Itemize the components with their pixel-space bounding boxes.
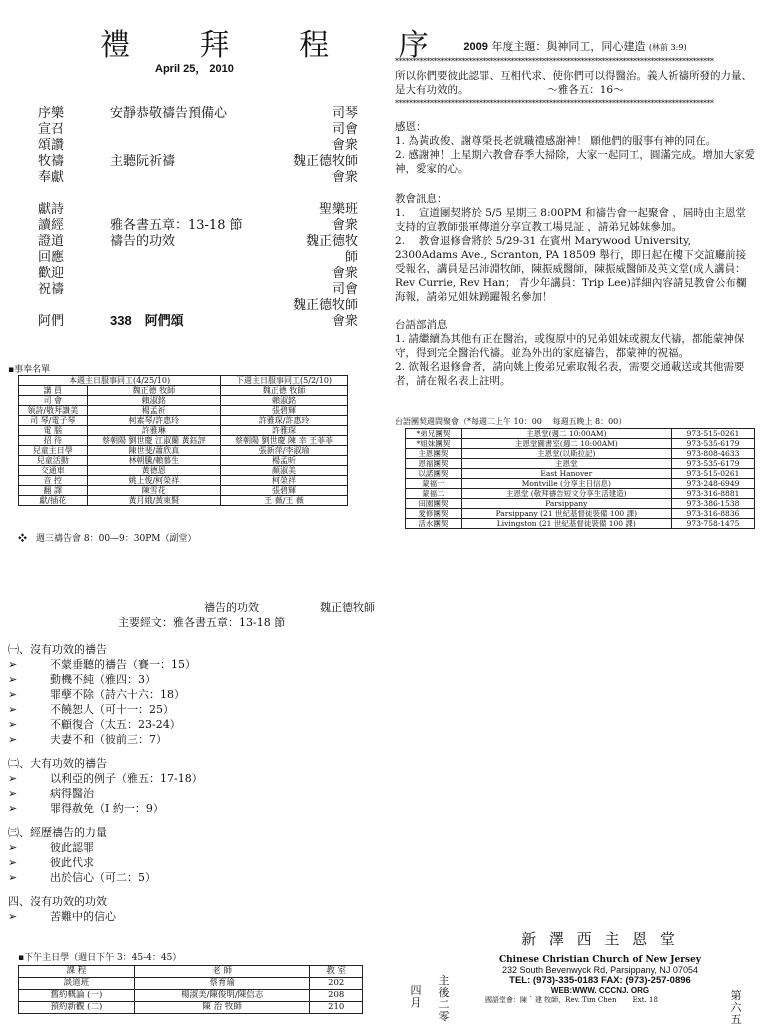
roster-label: ▪事奉名單: [8, 365, 51, 375]
table-cell: *姐妹團契: [406, 439, 462, 449]
sermon-point: ➢ 彼此認罪: [8, 840, 388, 855]
table-cell: 973-248-6949: [671, 479, 754, 489]
table-cell: 黃德恩: [87, 466, 221, 476]
program-row: 證道 禱告的功效 魏正德牧: [38, 234, 358, 249]
church-name: 新 澤 西 主 恩 堂: [521, 930, 679, 948]
sermon-section-heading: ㈡、大有功效的禱告: [8, 757, 107, 770]
table-cell: 談道班: [19, 978, 135, 990]
table-row: [19, 476, 348, 486]
theme-year: 2009: [463, 41, 488, 53]
list-item: 2. 教會退修會將於 5/29-31 在賓州 Marywood University, 2300Adams Ave., Scranton, PA 18509 舉行，即日起在樓下交誼廳前接受報名，講員是呂沛淵牧師，陳振威醫師，陳振威醫師及英文堂(成人講員：Rev Currie, Rev Han； 青少年講員：Trip Lee)詳細內容請見教會公布欄海報，請弟兄姐妹踴躍報名參加！: [395, 235, 747, 303]
sunday-school-label: ▪下午主日學（週日下午 3：45-4：45）: [18, 953, 182, 963]
table-cell: 主恩堂: [461, 459, 671, 469]
sermon-point: ➢ 不蒙垂聽的禱告（賽一：15）: [8, 657, 388, 672]
table-row: [406, 509, 755, 519]
table-cell: Parsippany (21 世紀基督徒裝備 100 課): [461, 509, 671, 519]
sermon-point: ➢ 出於信心（可二：5）: [8, 870, 388, 885]
table-row: [19, 436, 348, 446]
sermon-point: ➢ 罪得赦免（I 約一：9）: [8, 801, 388, 816]
sunday-school-table: [18, 965, 363, 1014]
table-cell: 賴淑銘: [87, 396, 221, 406]
table-cell: 主恩堂 (敬拜禱告短文分享生活建造): [461, 489, 671, 499]
sermon-section-heading: ㈠、沒有功效的禱告: [8, 643, 107, 656]
table-cell: 兒童主日學: [19, 446, 88, 456]
table-cell: 司 琴/電子琴: [19, 416, 88, 426]
table-cell: 姚上俊/柯榮祥: [87, 476, 221, 486]
table-row: [19, 376, 348, 386]
taiwanese-title: 台語部消息: [395, 319, 448, 331]
list-item: 1. 宣道團契將於 5/5 星期三 8:00PM 和禱告會一起聚會 ，屆時由主恩堂支持的宣教師張軍傳道分享宣教工場見証 ，請弟兄姊妹參加。: [395, 207, 746, 233]
table-cell: 魏正德 牧師: [221, 386, 348, 396]
table-cell: 蒙福二: [406, 489, 462, 499]
sermon-point: ➢ 動機不純（雅四：3）: [8, 672, 388, 687]
sermon-point: ➢ 夫妻不和（彼前三：7）: [8, 732, 388, 747]
theme-verse: 所以你們要彼此認罪、互相代求、使你們可以得醫治。義人祈禱所發的力量、是大有功效的。 〜雅各五：16〜: [395, 70, 752, 96]
sermon-outline: [8, 600, 388, 933]
table-cell: 楊孟祈: [87, 406, 221, 416]
table-cell: 獻/插花: [19, 496, 88, 506]
program-row: 獻詩 聖樂班: [38, 202, 358, 217]
divider: *******************************************************************************************: [395, 57, 714, 66]
pastor-contact: 國語堂會：陳 ` 建 牧師，Rev. Tim Chen Ext. 18: [485, 996, 658, 1004]
table-cell: 交通車: [19, 466, 88, 476]
table-cell: 蔡朝陽 劉世慶 江淑蘭 黃鈺評: [87, 436, 221, 446]
table-row: [19, 966, 363, 978]
prayer-meeting-note: ❖ 週三禱告會 8：00—9：30PM（副堂）: [18, 534, 197, 544]
table-cell: 以諾團契: [406, 469, 462, 479]
table-cell: 主恩堂(週二 10:00AM): [461, 429, 671, 439]
table-cell: 活水團契: [406, 519, 462, 529]
vertical-issue: 第 六 五: [730, 989, 742, 1026]
sermon-point: ➢ 不饒恕人（可十一：25）: [8, 702, 388, 717]
table-cell: *弟兄團契: [406, 429, 462, 439]
table-cell: 愛修團契: [406, 509, 462, 519]
table-row: [406, 469, 755, 479]
table-cell: 楊孟昕: [221, 456, 348, 466]
table-cell: 魏正德 牧師: [87, 386, 221, 396]
table-cell: Livingston (21 世紀基督徒裝備 100 課): [461, 519, 671, 529]
sermon-scripture: 主要經文：雅各書五章：13-18 節: [118, 616, 286, 629]
table-cell: 973-515-0261: [671, 469, 754, 479]
table-cell: Montville (分享主日信息): [461, 479, 671, 489]
column-header: 教 室: [310, 966, 363, 978]
table-cell: 許雅琳: [87, 426, 221, 436]
table-cell: 田園團契: [406, 499, 462, 509]
table-row: [19, 466, 348, 476]
table-cell: 王 薇/王 薇: [221, 496, 348, 506]
divider: *******************************************************************************************: [395, 99, 714, 108]
table-cell: 蒙福一: [406, 479, 462, 489]
theme-ref: (林前 3:9): [648, 43, 687, 52]
table-row: [19, 396, 348, 406]
table-row: [19, 426, 348, 436]
church-website: WEB:WWW. CCCNJ. ORG: [550, 986, 650, 995]
program-row: [38, 182, 358, 198]
table-row: [406, 429, 755, 439]
taiwanese-news: [395, 318, 755, 388]
table-row: [406, 489, 755, 499]
table-cell: 許雅琛/許惠玲: [221, 416, 348, 426]
church-english-name: Chinese Christian Church of New Jersey: [498, 955, 702, 965]
table-cell: 恩福團契: [406, 459, 462, 469]
program-row: 歡迎 會衆: [38, 266, 358, 281]
table-row: [19, 1002, 363, 1014]
program-row: 牧禱 主聽阮祈禱 魏正德牧師: [38, 154, 358, 169]
table-row: [406, 479, 755, 489]
table-cell: 楊淑美/陳俊明/陳信志: [134, 990, 310, 1002]
program-row: 回應 師: [38, 250, 358, 265]
table-cell: 蔡育瑜: [134, 978, 310, 990]
table-cell: 司 會: [19, 396, 88, 406]
table-cell: 陳雪花: [87, 486, 221, 496]
table-row: [19, 456, 348, 466]
table-cell: 973-316-8881: [671, 489, 754, 499]
table-cell: 賴淑銘: [221, 396, 348, 406]
sermon-point: ➢ 罪孽不除（詩六十六：18）: [8, 687, 388, 702]
table-cell: 預約新觀 (二): [19, 1002, 135, 1014]
table-cell: 張碧輝: [221, 406, 348, 416]
program-row: 祝禱 司會: [38, 282, 358, 297]
column-header: 老 師: [134, 966, 310, 978]
table-row: [406, 519, 755, 529]
table-cell: East Hanover: [461, 469, 671, 479]
table-cell: 柯榮祥: [221, 476, 348, 486]
fellowship-label: 台語團契週間聚會（*每週二上午 10：00 每週五晚上 8：00）: [395, 417, 627, 426]
church-phone: TEL: (973)-335-0183 FAX: (973)-257-0896: [509, 975, 691, 986]
table-cell: 招 待: [19, 436, 88, 446]
program-row: 頌讚 會衆: [38, 138, 358, 153]
program-row: 奉獻 會衆: [38, 170, 358, 185]
church-masthead: [475, 928, 725, 1005]
table-cell: 顏淑美: [221, 466, 348, 476]
thanks-title: 感恩：: [395, 121, 427, 133]
program-row: 阿們 338 阿們頌 會衆: [38, 313, 358, 329]
program-row: 宣召 司會: [38, 122, 358, 137]
table-cell: 210: [310, 1002, 363, 1014]
thanks-section: [395, 120, 755, 176]
table-cell: 973-535-6179: [671, 459, 754, 469]
table-row: [19, 446, 348, 456]
sermon-point: ➢ 病得醫治: [8, 786, 388, 801]
table-cell: 陳世斐/蕭欣真: [87, 446, 221, 456]
list-item: 1. 請繼續為其他有正在醫治，或復原中的兄弟姐妹或親友代禱，都能蒙神保守，得到完全醫治代禱。並為外出的家庭禱告，都蒙神的祝福。: [395, 333, 745, 359]
sermon-section-heading: ㈢、經歷禱告的力量: [8, 826, 107, 839]
theme-text: 年度主題：與神同工，同心建造: [487, 40, 649, 53]
table-cell: 兒童活動: [19, 456, 88, 466]
table-cell: 208: [310, 990, 363, 1002]
table-cell: 領詩/敬拜讚美: [19, 406, 88, 416]
roster-table: [18, 375, 348, 506]
table-cell: 音 控: [19, 476, 88, 486]
table-cell: 柯素琴/許惠玲: [87, 416, 221, 426]
table-cell: 蔡朝陽 劉世慶 陳 幸 王菲菲: [221, 436, 348, 446]
sermon-speaker: 魏正德牧師: [320, 601, 375, 614]
table-cell: 舊約概論 (一): [19, 990, 135, 1002]
list-item: 2. 感謝神！上星期六教會春季大掃除，大家一起同工，圓滿完成。增加大家愛神，愛家的心。: [395, 149, 755, 175]
table-row: [406, 459, 755, 469]
church-news: [395, 192, 755, 304]
table-cell: 973-808-4633: [671, 449, 754, 459]
sermon-point: ➢ 彼此代求: [8, 855, 388, 870]
program-row: 魏正德牧師: [292, 298, 358, 313]
sermon-section-heading: 四、沒有功效的功效: [8, 895, 107, 908]
program-row: 讀經 雅各書五章：13-18 節 會衆: [38, 218, 358, 233]
roster-header-this-week: 本週主日服事同工(4/25/10): [19, 376, 221, 386]
list-item: 2. 欲報名退修會者，請向姚上俊弟兄索取報名表，需要交通載送或其他需要者，請在報名表上註明。: [395, 361, 745, 387]
table-cell: 973-535-6179: [671, 439, 754, 449]
table-cell: 講 員: [19, 386, 88, 396]
roster-header-next-week: 下週主日服事同工(5/2/10): [221, 376, 348, 386]
table-cell: 黃月娥/黃東賢: [87, 496, 221, 506]
table-row: [19, 990, 363, 1002]
vertical-month: 四 月: [410, 984, 422, 1009]
program-row: 序樂 安靜恭敬禱告預備心 司琴: [38, 106, 358, 121]
service-date: April 25， 2010: [155, 63, 234, 75]
table-cell: 主恩團契: [406, 449, 462, 459]
table-row: [406, 449, 755, 459]
table-row: [406, 499, 755, 509]
table-row: [19, 386, 348, 396]
vertical-year: 主 後 二 零: [438, 974, 450, 1023]
church-address: 232 South Bevenwyck Rd, Parsippany, NJ 07054: [502, 965, 698, 975]
fellowship-table: [405, 428, 755, 529]
table-row: [19, 486, 348, 496]
sermon-point: ➢ 苦難中的信心: [8, 909, 388, 924]
order-of-worship: [38, 102, 358, 329]
table-cell: 202: [310, 978, 363, 990]
table-row: [19, 978, 363, 990]
table-cell: 973-515-0261: [671, 429, 754, 439]
table-row: [19, 416, 348, 426]
table-cell: 許雅琛: [221, 426, 348, 436]
table-row: [19, 406, 348, 416]
table-cell: 張碧輝: [221, 486, 348, 496]
table-cell: 張新萍/李淑瑜: [221, 446, 348, 456]
table-cell: Parsippany: [461, 499, 671, 509]
column-header: 課 程: [19, 966, 135, 978]
table-row: [406, 439, 755, 449]
table-cell: 翻 譯: [19, 486, 88, 496]
table-cell: 主恩堂圖書室(週二 10:00AM): [461, 439, 671, 449]
table-row: [19, 496, 348, 506]
news-title: 教會訊息：: [395, 193, 448, 205]
sermon-title: 禱告的功效: [204, 601, 259, 614]
sermon-point: ➢ 不顧復合（太五：23-24）: [8, 717, 388, 732]
page-title: 禮 拜 程 序: [100, 28, 459, 63]
table-cell: 電 腦: [19, 426, 88, 436]
sermon-point: ➢ 以利亞的例子（雅五：17-18）: [8, 771, 388, 786]
table-cell: 973-758-1475: [671, 519, 754, 529]
table-cell: 林朝騰/賴慕生: [87, 456, 221, 466]
table-cell: 973-386-1538: [671, 499, 754, 509]
year-theme: [395, 40, 755, 111]
table-cell: 陳 治 牧師: [134, 1002, 310, 1014]
list-item: 1. 為黃政俊、謝尊榮長老就職禮感謝神！ 願他們的服事有神的同在。: [395, 135, 717, 147]
table-cell: 主恩堂(以斯拉記): [461, 449, 671, 459]
table-cell: 973-316-8836: [671, 509, 754, 519]
